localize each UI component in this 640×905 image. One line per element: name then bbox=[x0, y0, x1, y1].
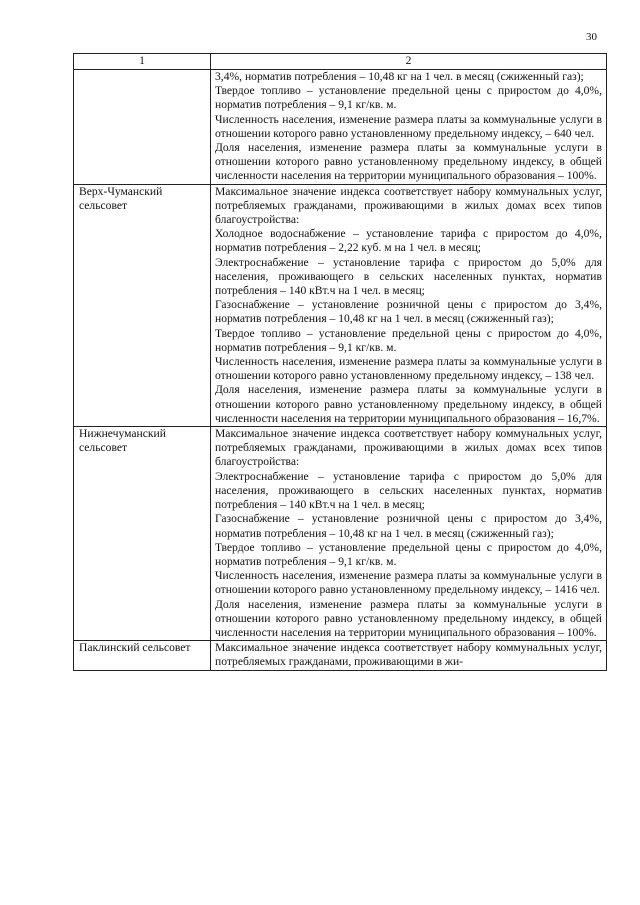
description-paragraph: Холодное водоснабжение – установление тарифа с приростом до 4,0%, норматив потребления – 2,22 куб. м на 1 чел. в месяц; bbox=[215, 227, 602, 255]
region-name-cell: Нижнечуманский сельсовет bbox=[74, 427, 211, 641]
table-header-row bbox=[74, 54, 607, 70]
description-paragraph: Доля населения, изменение размера платы за коммунальные услуги в отношении которого равно установленному предельному индексу, в общей численности населения на территории муниципального образования – 100%. bbox=[215, 141, 602, 183]
tariff-description-cell bbox=[211, 184, 607, 426]
table-row bbox=[74, 184, 607, 426]
description-paragraph: 3,4%, норматив потребления – 10,48 кг на 1 чел. в месяц (сжиженный газ); bbox=[215, 70, 584, 83]
description-paragraph: Максимальное значение индекса соответствует набору коммунальных услуг, потребляемых гражданами, проживающими в жи- bbox=[215, 641, 602, 669]
description-paragraph: Твердое топливо – установление предельной цены с приростом до 4,0%, норматив потребления – 9,1 кг/кв. м. bbox=[215, 84, 602, 112]
description-paragraph: Доля населения, изменение размера платы за коммунальные услуги в отношении которого равно установленному предельному индексу, в общей численности населения на территории муниципального образования – 100%. bbox=[215, 597, 602, 639]
description-paragraph: Максимальное значение индекса соответствует набору коммунальных услуг, потребляемых гражданами, проживающими в жилых домах всех типов благоустройства: bbox=[215, 427, 602, 469]
description-paragraph: Численность населения, изменение размера платы за коммунальные услуги в отношении которого равно установленному предельному индексу, – 640 чел. bbox=[215, 112, 602, 140]
tariff-table bbox=[73, 53, 607, 671]
description-paragraph: Газоснабжение – установление розничной цены с приростом до 3,4%, норматив потребления – 10,48 кг на 1 чел. в месяц (сжиженный газ); bbox=[215, 512, 602, 540]
column-header-1: 1 bbox=[74, 54, 211, 70]
tariff-description-cell bbox=[211, 641, 607, 670]
tariff-description-cell bbox=[211, 427, 607, 641]
description-paragraph: Численность населения, изменение размера платы за коммунальные услуги в отношении которого равно установленному предельному индексу, – 1416 чел. bbox=[215, 569, 602, 597]
region-name-cell: Паклинский сельсовет bbox=[74, 641, 211, 670]
description-paragraph: Электроснабжение – установление тарифа с приростом до 5,0% для населения, проживающего в сельских населенных пунктах, норматив потребления – 140 кВт.ч на 1 чел. в месяц; bbox=[215, 255, 602, 298]
page-number: 30 bbox=[586, 31, 597, 43]
column-header-2: 2 bbox=[211, 54, 607, 70]
description-paragraph: Газоснабжение – установление розничной цены с приростом до 3,4%, норматив потребления – 10,48 кг на 1 чел. в месяц (сжиженный газ); bbox=[215, 298, 602, 326]
table-body bbox=[74, 70, 607, 671]
tariff-description-cell bbox=[211, 70, 607, 185]
table-row bbox=[74, 641, 607, 670]
table-row bbox=[74, 70, 607, 185]
region-name-cell bbox=[74, 70, 211, 185]
description-paragraph: Электроснабжение – установление тарифа с приростом до 5,0% для населения, проживающего в сельских населенных пунктах, норматив потребления – 140 кВт.ч на 1 чел. в месяц; bbox=[215, 469, 602, 512]
description-paragraph: Твердое топливо – установление предельной цены с приростом до 4,0%, норматив потребления – 9,1 кг/кв. м. bbox=[215, 326, 602, 354]
table-row bbox=[74, 427, 607, 641]
description-paragraph: Максимальное значение индекса соответствует набору коммунальных услуг, потребляемых гражданами, проживающими в жилых домах всех типов благоустройства: bbox=[215, 184, 602, 227]
region-name-cell: Верх-Чуманский сельсовет bbox=[74, 184, 211, 426]
description-paragraph: Твердое топливо – установление предельной цены с приростом до 4,0%, норматив потребления – 9,1 кг/кв. м. bbox=[215, 540, 602, 568]
description-paragraph: Численность населения, изменение размера платы за коммунальные услуги в отношении которого равно установленному предельному индексу, – 138 чел. bbox=[215, 355, 602, 383]
description-paragraph: Доля населения, изменение размера платы за коммунальные услуги в отношении которого равно установленному предельному индексу, в общей численности населения на территории муниципального образования – 16,7%. bbox=[215, 383, 602, 425]
